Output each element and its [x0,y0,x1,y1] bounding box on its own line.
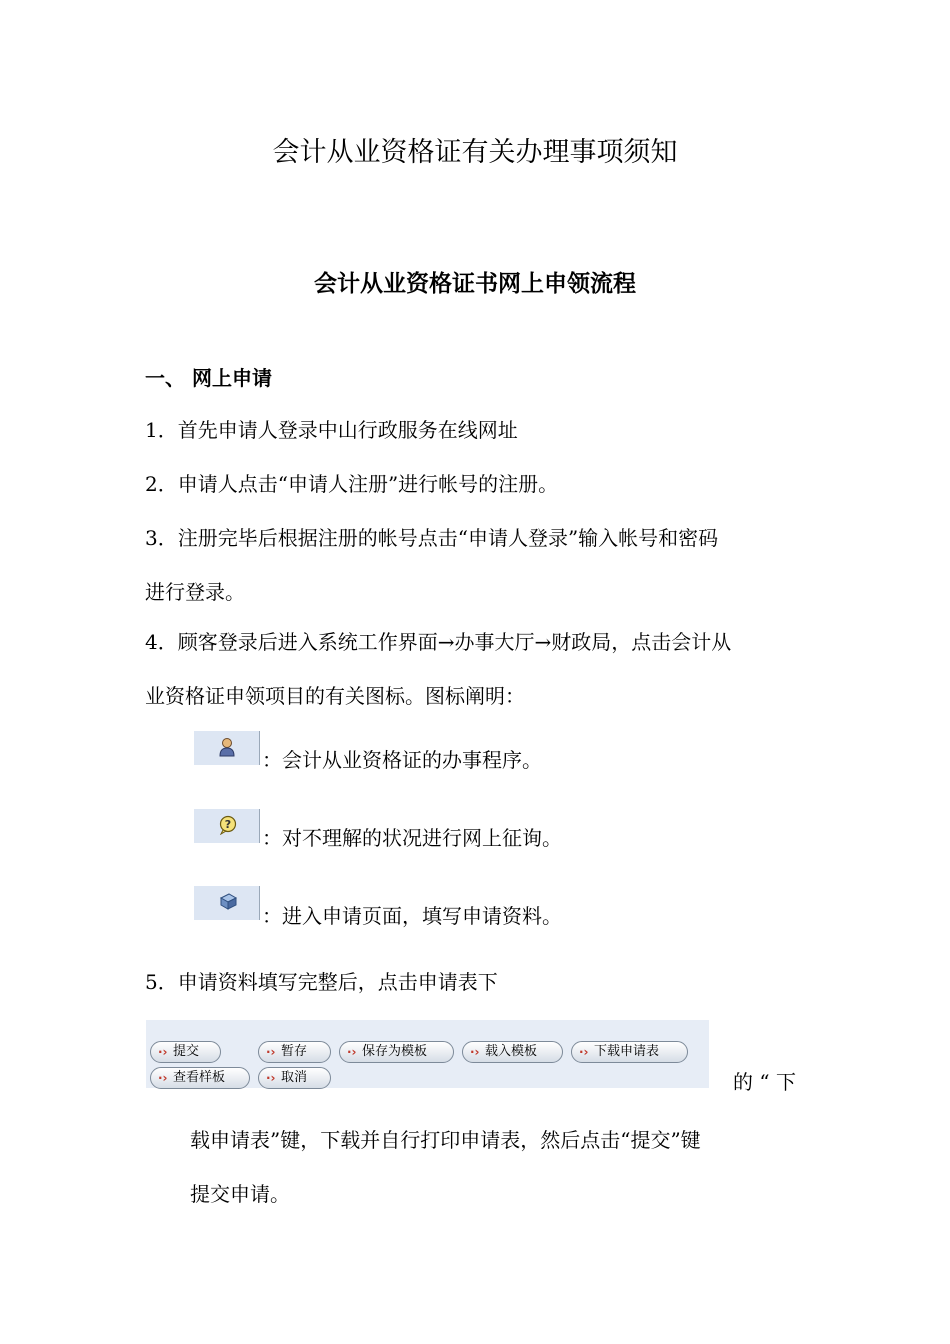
load-template-button[interactable]: ·› 载入模板 [462,1041,563,1063]
paragraph-4-line2: 业资格证申领项目的有关图标。图标阐明： [145,684,525,708]
download-form-button[interactable]: ·› 下载申请表 [571,1041,688,1063]
question-icon [218,815,238,835]
paragraph-3-line1: 3．注册完毕后根据注册的帐号点击“申请人登录”输入帐号和密码 [145,526,719,550]
person-icon-box[interactable] [194,731,260,765]
arrow-icon: ·› [266,1045,276,1059]
form-toolbar [146,1020,709,1088]
icon2-description: ：对不理解的状况进行网上征询。 [262,826,562,850]
submit-button[interactable]: ·› 提交 [150,1041,221,1063]
form-icon [218,892,238,910]
form-icon-box[interactable] [194,886,260,920]
svg-text:?: ? [224,818,232,831]
cancel-button[interactable]: ·› 取消 [258,1067,331,1089]
paragraph-5-line3: 提交申请。 [190,1182,290,1206]
paragraph-5-line1: 5．申请资料填写完整后，点击申请表下 [145,970,498,994]
paragraph-1: 1．首先申请人登录中山行政服务在线网址 [145,418,518,442]
arrow-icon: ·› [347,1045,357,1059]
paragraph-5-after-toolbar: 的 “ 下 [733,1070,796,1094]
section-heading: 一、 网上申请 [145,366,272,390]
arrow-icon: ·› [470,1045,480,1059]
paragraph-4-line1: 4．顾客登录后进入系统工作界面→办事大厅→财政局，点击会计从 [145,630,732,654]
icon1-description: ：会计从业资格证的办事程序。 [262,748,542,772]
arrow-icon: ·› [158,1045,168,1059]
arrow-icon: ·› [579,1045,589,1059]
page-subtitle: 会计从业资格证书网上申领流程 [314,271,636,297]
save-draft-button[interactable]: ·› 暂存 [258,1041,331,1063]
question-icon-box[interactable] [194,809,260,843]
paragraph-3-line2: 进行登录。 [145,580,245,604]
save-template-button[interactable]: ·› 保存为模板 [339,1041,454,1063]
arrow-icon: ·› [158,1071,168,1085]
page-title: 会计从业资格证有关办理事项须知 [272,137,678,168]
view-sample-button[interactable]: ·› 查看样板 [150,1067,250,1089]
paragraph-5-line2: 载申请表”键，下载并自行打印申请表，然后点击“提交”键 [190,1128,701,1152]
paragraph-2: 2．申请人点击“申请人注册”进行帐号的注册。 [145,472,559,496]
person-icon [218,737,236,757]
icon3-description: ：进入申请页面，填写申请资料。 [262,904,562,928]
arrow-icon: ·› [266,1071,276,1085]
